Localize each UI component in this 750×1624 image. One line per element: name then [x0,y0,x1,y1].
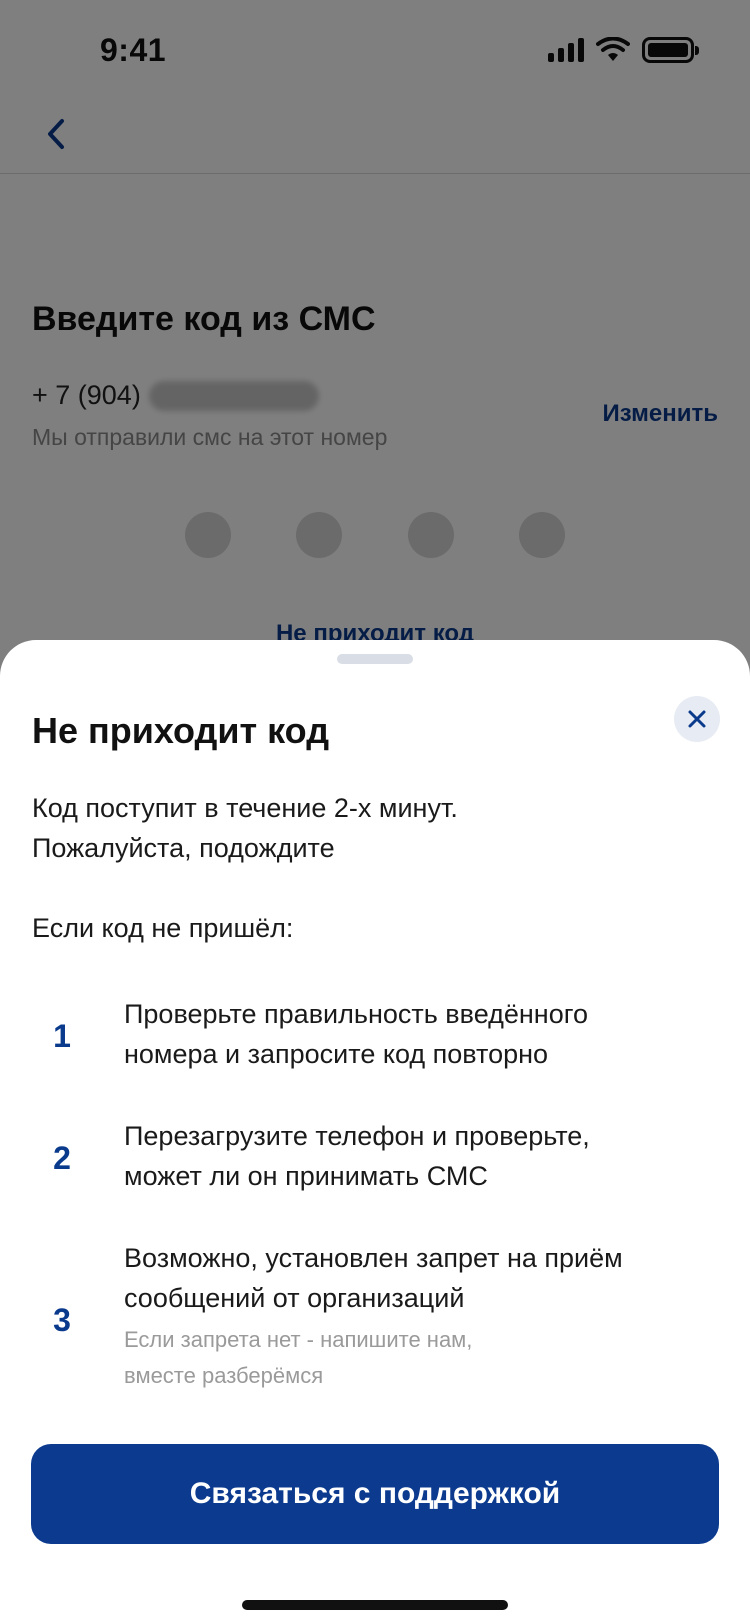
step-number: 2 [53,1140,71,1176]
home-indicator [242,1600,508,1610]
sheet-subhead: Если код не пришёл: [32,913,294,943]
step-line: может ли он принимать СМС [124,1161,488,1191]
step-note [124,1322,724,1394]
close-icon [687,709,707,729]
step-text [124,1238,724,1318]
sheet-intro [32,788,712,868]
close-button[interactable] [674,696,720,742]
step-number: 3 [53,1302,71,1338]
step-line: номера и запросите код повторно [124,1039,549,1069]
step-line: сообщений от организаций [124,1283,465,1313]
step-line: Проверьте правильность введённого [124,999,588,1029]
step-line: Возможно, установлен запрет на приём [124,1243,623,1273]
bottom-sheet [0,640,750,1624]
intro-line: Пожалуйста, подождите [32,833,335,863]
note-line: Если запрета нет - напишите нам, [124,1327,473,1352]
step-text [124,1116,724,1196]
sheet-grabber[interactable] [337,654,413,664]
step-line: Перезагрузите телефон и проверьте, [124,1121,590,1151]
step-text [124,994,724,1074]
sheet-title: Не приходит код [32,710,330,751]
step-number: 1 [53,1018,71,1054]
contact-support-button[interactable]: Связаться с поддержкой [31,1444,719,1544]
note-line: вместе разберёмся [124,1363,324,1388]
intro-line: Код поступит в течение 2-х минут. [32,793,458,823]
